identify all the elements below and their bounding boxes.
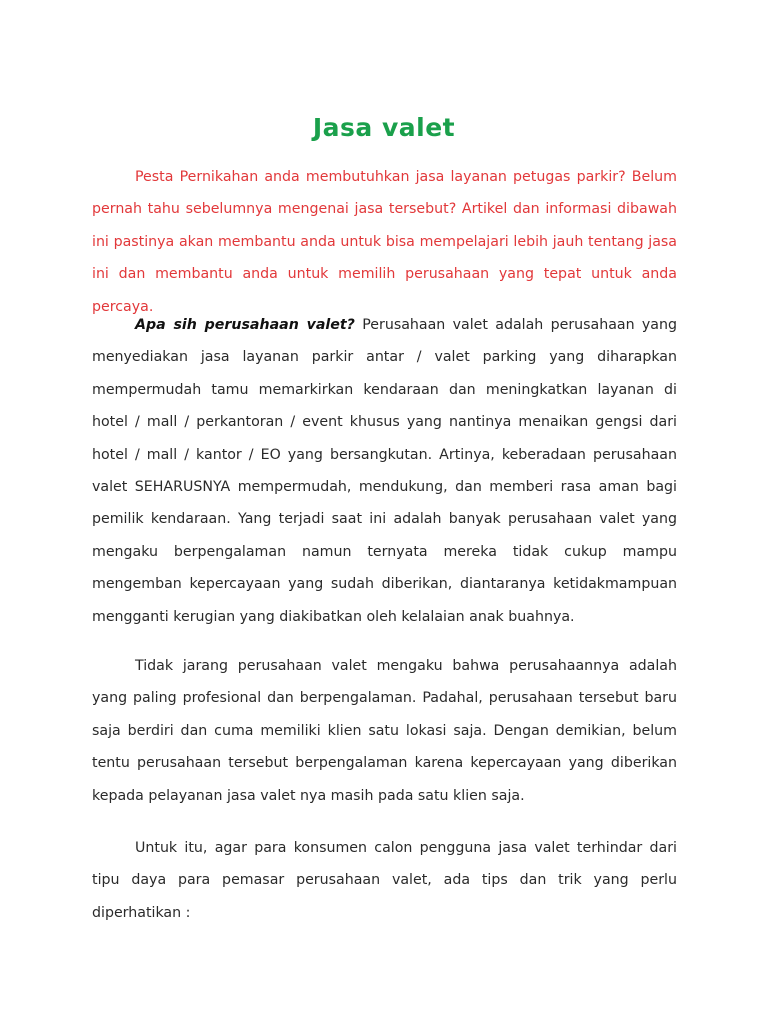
intro-paragraph: Pesta Pernikahan anda membutuhkan jasa layanan petugas parkir? Belum pernah tahu sebelumnya mengenai jasa tersebut? Artikel dan informasi dibawah ini pastinya akan membantu anda untuk bisa mempelajari lebih jauh tentang jasa ini dan membantu anda untuk memilih perusahaan yang tepat untuk anda percaya. (92, 169, 677, 315)
definition-paragraph (92, 309, 677, 633)
experience-paragraph: Tidak jarang perusahaan valet mengaku bahwa perusahaannya adalah yang paling profesional dan berpengalaman. Padahal, perusahaan tersebut baru saja berdiri dan cuma memiliki klien satu lokasi saja. Dengan demikian, belum tentu perusahaan tersebut berpengalaman karena kepercayaan yang diberikan kepada pelayanan jasa valet nya masih pada satu klien saja. (92, 658, 677, 804)
question-lead: Apa sih perusahaan valet? (135, 317, 355, 333)
definition-text: Perusahaan valet adalah perusahaan yang menyediakan jasa layanan parkir antar / valet parking yang diharapkan mempermudah tamu memarkirkan kendaraan dan meningkatkan layanan di hotel / mall / perkantoran / event khusus yang nantinya menaikan gengsi dari hotel / mall / kantor / EO yang bersangkutan. Artinya, keberadaan perusahaan valet SEHARUSNYA mempermudah, mendukung, dan memberi rasa aman bagi pemilik kendaraan. Yang terjadi saat ini adalah banyak perusahaan valet yang mengaku berpengalaman namun ternyata mereka tidak cukup mampu mengemban kepercayaan yang sudah diberikan, diantaranya ketidakmampuan mengganti kerugian yang diakibatkan oleh kelalaian anak buahnya. (92, 317, 678, 625)
tips-intro-paragraph: Untuk itu, agar para konsumen calon pengguna jasa valet terhindar dari tipu daya para pemasar perusahaan valet, ada tips dan trik yang perlu diperhatikan : (92, 840, 677, 921)
page-title: Jasa valet (312, 112, 456, 142)
